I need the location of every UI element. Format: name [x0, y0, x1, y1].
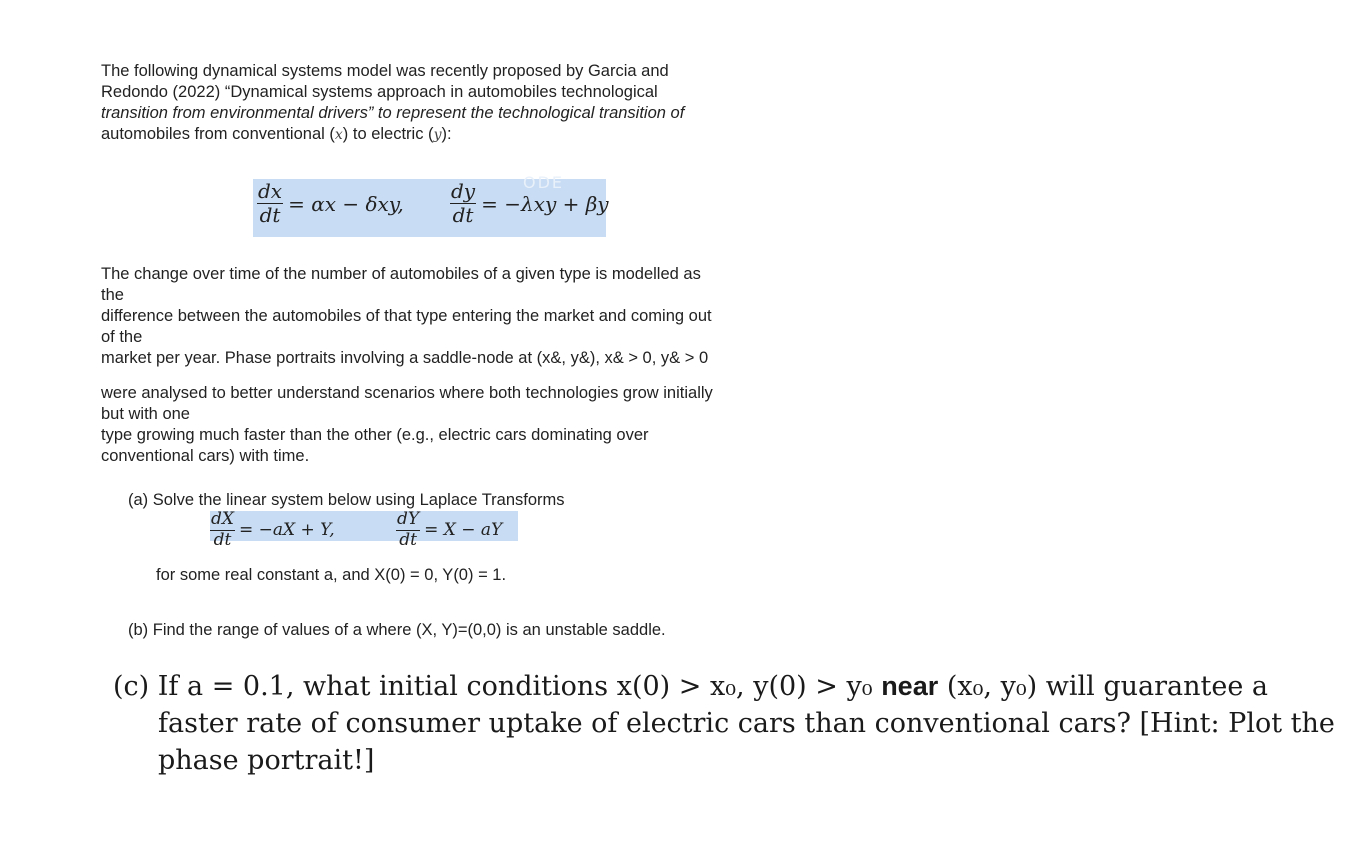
intro-line: transition from environmental drivers” to represent the technological transition of: [101, 104, 685, 122]
dydt-rhs: = −λxy + βy: [481, 191, 609, 216]
body-line: the: [101, 286, 124, 304]
watermark-text: ODE: [523, 173, 565, 192]
dXdt-rhs: = −aX + Y,: [239, 520, 335, 541]
intro-line: The following dynamical systems model was recently proposed by Garcia and: [101, 62, 669, 80]
dxdt-rhs: = αx − δxy,: [288, 191, 404, 216]
dydt-equation: [450, 181, 609, 226]
part-c-line: faster rate of consumer uptake of electric cars than conventional cars? [Hint: Plot the: [158, 708, 1335, 739]
part-b-label: (b) Find the range of values of a where (X, Y)=(0,0) is an unstable saddle.: [128, 621, 666, 639]
dydt-fraction: $\frac{dy}{dt}$: [451, 179, 476, 227]
body-line: The change over time of the number of automobiles of a given type is modelled as: [101, 265, 701, 283]
intro-line: automobiles from conventional (x) to electric (y):: [101, 125, 452, 143]
linear-system-equations: [210, 511, 520, 559]
body-line: difference between the automobiles of that type entering the market and coming out: [101, 307, 712, 325]
near-bold: near: [881, 671, 939, 701]
dxdt-fraction: $\frac{dx}{dt}$: [258, 179, 283, 227]
body-line: were analysed to better understand scenarios where both technologies grow initially: [101, 384, 713, 402]
dXdt-fraction: $\frac{dX}{dt}$: [211, 509, 234, 550]
body-line: conventional cars) with time.: [101, 447, 310, 465]
part-c-line: (c) If a = 0.1, what initial conditions x(0) > x₀, y(0) > y₀ near (x₀, y₀) will guarantee a: [113, 671, 1269, 702]
body-paragraph: [101, 264, 712, 369]
intro-line: Redondo (2022) “Dynamical systems approach in automobiles technological: [101, 83, 658, 101]
dYdt-fraction: $\frac{dY}{dt}$: [397, 509, 420, 550]
part-c-line: phase portrait!]: [158, 745, 375, 776]
body-line: type growing much faster than the other (e.g., electric cars dominating over: [101, 426, 649, 444]
dYdt-rhs: = X − aY: [424, 520, 503, 541]
intro-paragraph: [101, 61, 684, 146]
body-line: market per year. Phase portraits involving a saddle-node at (x&, y&), x& > 0, y& > 0: [101, 349, 709, 367]
dYdt-equation: [396, 511, 502, 550]
model-equations: [253, 173, 609, 237]
dXdt-equation: [210, 511, 335, 550]
body-paragraph-continued: [101, 383, 713, 467]
body-line: but with one: [101, 405, 190, 423]
dxdt-equation: [257, 181, 404, 226]
body-line: of the: [101, 328, 143, 346]
part-c-question: [113, 668, 1335, 779]
part-a-conditions: for some real constant a, and X(0) = 0, Y(0) = 1.: [156, 566, 507, 584]
part-a-label: (a) Solve the linear system below using Laplace Transforms: [128, 491, 565, 509]
